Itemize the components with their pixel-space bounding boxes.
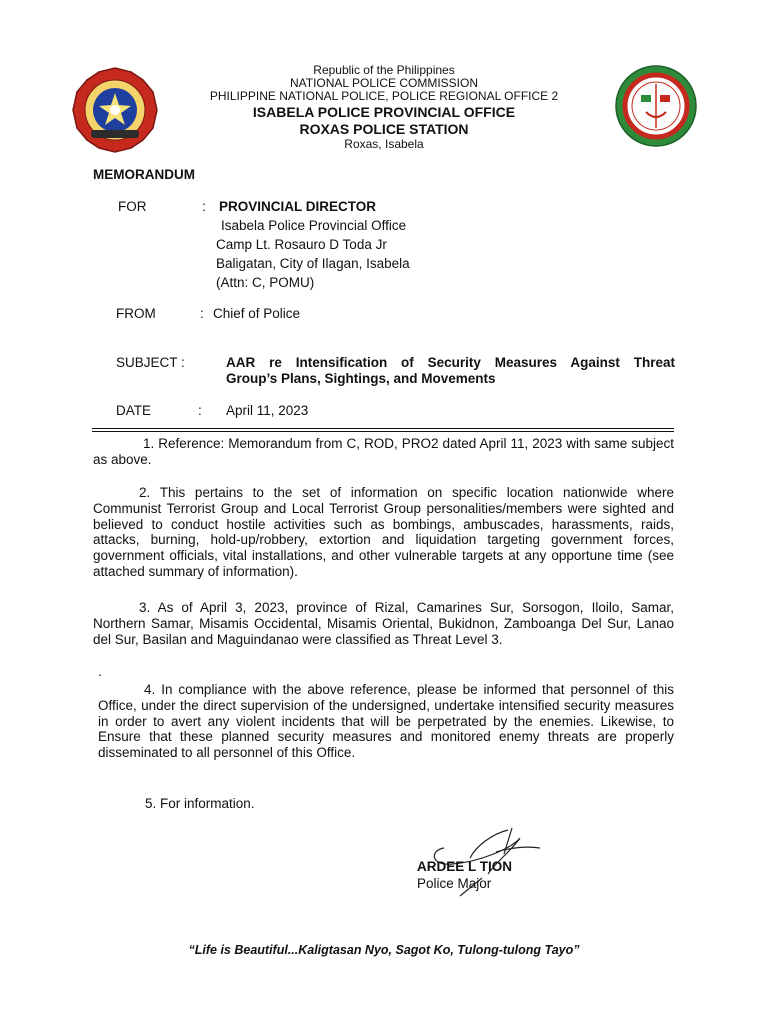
from-value: Chief of Police bbox=[213, 306, 301, 321]
date-label: DATE bbox=[116, 403, 152, 418]
for-label: FOR bbox=[118, 199, 147, 214]
paragraph-4: 4. In compliance with the above reference, please be informed that personnel of this Office, under the direct supervision of the undersigned, undertake intensified security measures in order to avert any violent incidents that will be perpetrated by the enemies. Likewise, to Ensure that these planned security measures and monitored enemy threats are properly disseminated to all personnel of this Office. bbox=[98, 682, 674, 761]
memo-title: MEMORANDUM bbox=[93, 167, 195, 182]
header-republic: Republic of the Philippines bbox=[313, 63, 455, 77]
from-separator: : bbox=[200, 306, 204, 321]
signatory-name: ARDEE L TION bbox=[417, 859, 513, 874]
date-separator: : bbox=[198, 403, 202, 418]
for-recipient: PROVINCIAL DIRECTOR bbox=[219, 199, 377, 214]
paragraph-3: 3. As of April 3, 2023, province of Rizal, Camarines Sur, Sorsogon, Iloilo, Samar, Northern Samar, Misamis Occidental, Misamis Oriental, Bukidnon, Zamboanga Del Sur, Lanao del Sur, Basilan and Maguindanao were classified as Threat Level 3. bbox=[93, 600, 674, 647]
from-label: FROM bbox=[116, 306, 156, 321]
footer-motto: “Life is Beautiful...Kaligtasan Nyo, Sagot Ko, Tulong-tulong Tayo” bbox=[188, 943, 580, 957]
for-address-line: Baligatan, City of Ilagan, Isabela bbox=[216, 256, 410, 271]
header-pnp-region: PHILIPPINE NATIONAL POLICE, POLICE REGIONAL OFFICE 2 bbox=[209, 89, 559, 103]
header-napolcom: NATIONAL POLICE COMMISSION bbox=[289, 76, 479, 90]
stray-dot: . bbox=[98, 664, 102, 679]
for-address-line: Isabela Police Provincial Office bbox=[221, 218, 407, 233]
header-location: Roxas, Isabela bbox=[344, 137, 424, 151]
header-office: ISABELA POLICE PROVINCIAL OFFICE bbox=[252, 104, 516, 120]
divider-rule bbox=[92, 431, 674, 432]
paragraph-1: 1. Reference: Memorandum from C, ROD, PRO2 dated April 11, 2023 with same subject as above. bbox=[93, 436, 674, 467]
subject-line: AAR re Intensification of Security Measures Against Threat bbox=[226, 355, 675, 370]
for-separator: : bbox=[202, 199, 206, 214]
header-station: ROXAS POLICE STATION bbox=[299, 121, 469, 137]
for-address-line: Camp Lt. Rosauro D Toda Jr bbox=[216, 237, 387, 252]
date-value: April 11, 2023 bbox=[226, 403, 309, 418]
divider-rule bbox=[92, 428, 674, 429]
subject-line: Group’s Plans, Sightings, and Movements bbox=[226, 371, 496, 386]
paragraph-5: 5. For information. bbox=[145, 796, 255, 811]
signatory-rank: Police Major bbox=[417, 876, 492, 891]
for-address-line: (Attn: C, POMU) bbox=[216, 275, 315, 290]
subject-label: SUBJECT : bbox=[116, 355, 185, 370]
paragraph-2: 2. This pertains to the set of information on specific location nationwide where Communist Terrorist Group and Local Terrorist Group personalities/members were sighted and believed to conduct hostile activities such as bombings, ambuscades, harassments, raids, attacks, burning, hold-up/robbery, extortion and liquidation targeting government forces, government officials, vital installations, and other vulnerable targets at any opportune time (see attached summary of information). bbox=[93, 485, 674, 579]
